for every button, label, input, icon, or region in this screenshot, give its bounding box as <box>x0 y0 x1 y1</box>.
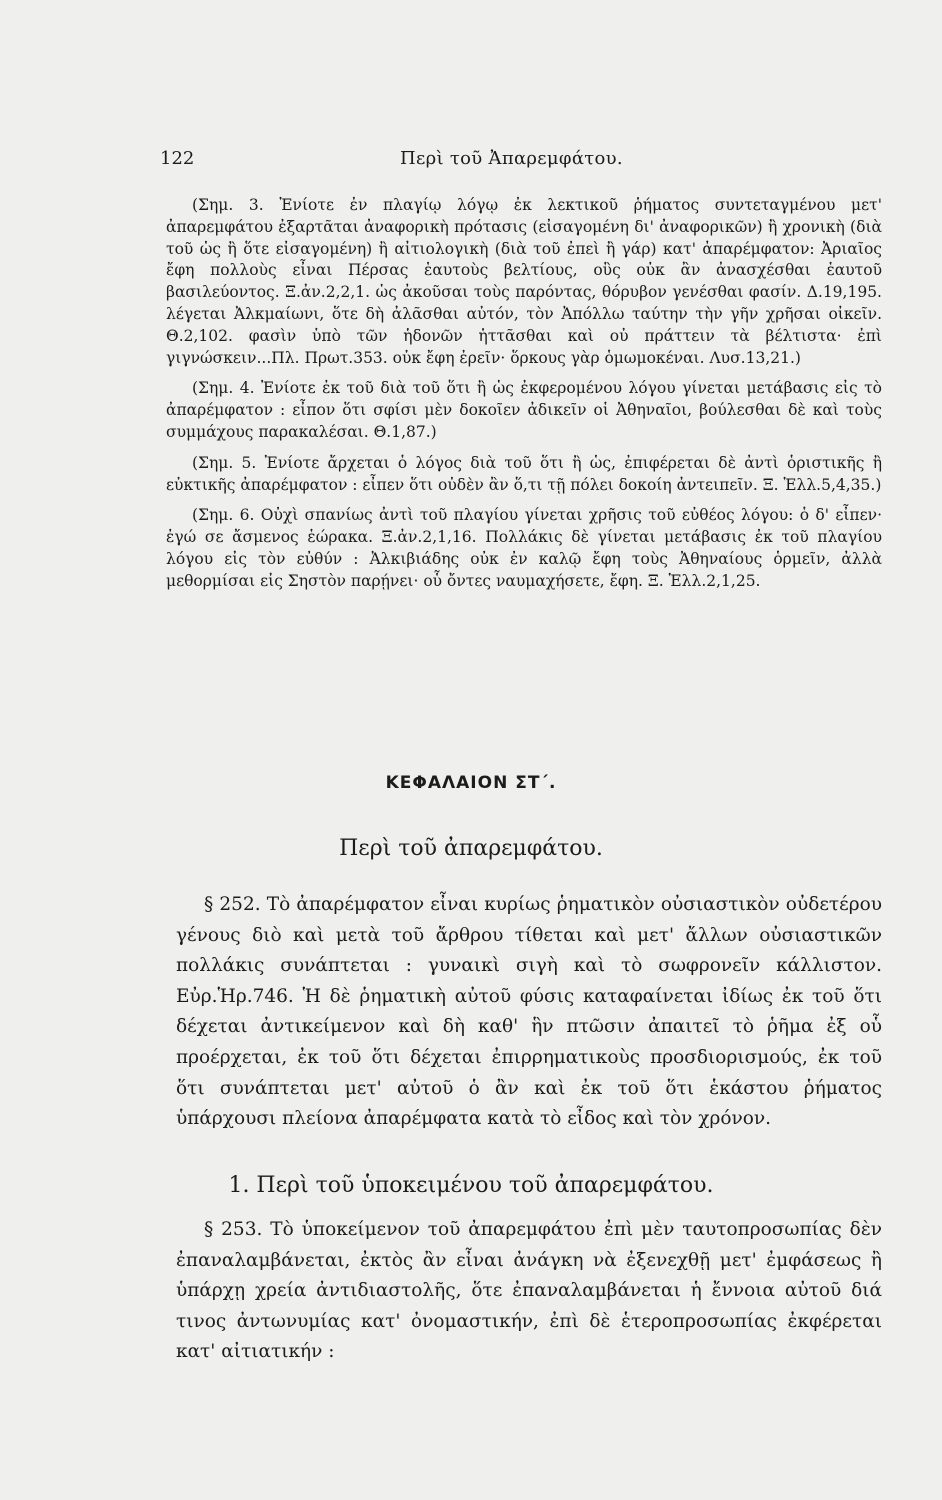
note-6: (Σημ. 6. Οὐχὶ σπανίως ἀντὶ τοῦ πλαγίου γίνεται χρῆσις τοῦ εὐθέος λόγου: ὁ δ' εἶπεν· ἐγώ σε ἄσμενος ἑώρακα. Ξ.ἀν.2,1,16. Πολλάκις δὲ γίνεται μετάβασις ἐκ τοῦ πλαγίου λόγου εἰς τὸν εὐθύν : Ἀλκιβιάδης οὐκ ἐν καλῷ ἔφη τοὺς Ἀθηναίους ὁρμεῖν, ἀλλὰ μεθορμίσαι εἰς Σηστὸν παρῄνει· οὗ ὄντες ναυμαχήσετε, ἔφη. Ξ. Ἑλλ.2,1,25. <box>166 506 882 590</box>
page-header <box>160 148 860 174</box>
paragraph-253: § 253. Τὸ ὑποκείμενον τοῦ ἀπαρεμφάτου ἐπὶ μὲν ταυτοπροσωπίας δὲν ἐπαναλαμβάνεται, ἐκτὸς ἂν εἶναι ἀνάγκη νὰ ἐξενεχθῇ μετ' ἐμφάσεως ἢ ὑπάρχῃ χρεία ἀντιδιαστολῆς, ὅτε ἐπαναλαμβάνεται ἡ ἔννοια αὐτοῦ διά τινος ἀντωνυμίας κατ' ὀνομαστικήν, ἐπὶ δὲ ἑτεροπροσωπίας ἐκφέρεται κατ' αἰτιατικήν : <box>176 1219 882 1363</box>
notes-block <box>166 195 882 602</box>
section-text <box>176 1215 882 1368</box>
page-number: 122 <box>160 148 195 169</box>
running-title: Περὶ τοῦ Ἀπαρεμφάτου. <box>400 148 623 169</box>
chapter-label: ΚΕΦΑΛΑΙΟΝ ΣΤ΄. <box>385 773 557 793</box>
section-heading: 1. Περὶ τοῦ ὑποκειμένου τοῦ ἀπαρεμφάτου. <box>228 1173 714 1198</box>
chapter-title: Περὶ τοῦ ἀπαρεμφάτου. <box>339 836 603 861</box>
paragraph-252: § 252. Τὸ ἀπαρέμφατον εἶναι κυρίως ῥηματικὸν οὐσιαστικὸν οὐδετέρου γένους διὸ καὶ μετὰ τοῦ ἄρθρου τίθεται καὶ μετ' ἄλλων οὐσιαστικῶν πολλάκις συνάπτεται : γυναικὶ σιγὴ καὶ τὸ σωφρονεῖν κάλλιστον. Εὐρ.Ἡρ.746. Ἡ δὲ ῥηματικὴ αὐτοῦ φύσις καταφαίνεται ἰδίως ἐκ τοῦ ὅτι δέχεται ἀντικείμενον καὶ δὴ καθ' ἣν πτῶσιν ἀπαιτεῖ τὸ ῥῆμα ἐξ οὗ προέρχεται, ἐκ τοῦ ὅτι δέχεται ἐπιρρηματικοὺς προσδιορισμούς, ἐκ τοῦ ὅτι συνάπτεται μετ' αὐτοῦ ὁ ἂν καὶ ἐκ τοῦ ὅτι ἑκάστου ῥήματος ὑπάρχουσι πλείονα ἀπαρέμφατα κατὰ τὸ εἶδος καὶ τὸν χρόνον. <box>176 894 882 1130</box>
note-3: (Σημ. 3. Ἐνίοτε ἐν πλαγίῳ λόγῳ ἐκ λεκτικοῦ ῥήματος συντεταγμένου μετ' ἀπαρεμφάτου ἐξαρτᾶται ἀναφορικὴ πρότασις (εἰσαγομένη δι' ἀναφορικῶν) ἢ χρονικὴ (διὰ τοῦ ὡς ἢ ὅτε εἰσαγομένη) ἢ αἰτιολογικὴ (διὰ τοῦ ἐπεὶ ἢ γάρ) κατ' ἀπαρέμφατον: Ἀριαῖος ἔφη πολλοὺς εἶναι Πέρσας ἑαυτοὺς βελτίους, οὓς οὐκ ἂν ἀνασχέσθαι ἑαυτοῦ βασιλεύοντος. Ξ.ἀν.2,2,1. ὡς ἀκοῦσαι τοὺς παρόντας, θόρυβον γενέσθαι φασίν. Δ.19,195. λέγεται Ἀλκμαίωνι, ὅτε δὴ ἀλᾶσθαι αὐτόν, τὸν Ἀπόλλω ταύτην τὴν γῆν χρῆσαι οἰκεῖν. Θ.2,102. φασὶν ὑπὸ τῶν ἡδονῶν ἡττᾶσθαι καὶ οὐ πράττειν τὰ βέλτιστα· ἐπὶ γιγνώσκειν...Πλ. Πρωτ.353. οὐκ ἔφη ἐρεῖν· ὅρκους γὰρ ὁμωμοκέναι. Λυσ.13,21.) <box>166 196 882 367</box>
note-5: (Σημ. 5. Ἐνίοτε ἄρχεται ὁ λόγος διὰ τοῦ ὅτι ἢ ὡς, ἐπιφέρεται δὲ ἀντὶ ὁριστικῆς ἢ εὐκτικῆς ἀπαρέμφατον : εἶπεν ὅτι οὐδὲν ἂν ὅ,τι τῇ πόλει δοκοίη ἀντειπεῖν. Ξ. Ἑλλ.5,4,35.) <box>166 453 882 494</box>
main-text <box>176 890 882 1135</box>
note-4: (Σημ. 4. Ἐνίοτε ἐκ τοῦ διὰ τοῦ ὅτι ἢ ὡς ἐκφερομένου λόγου γίνεται μετάβασις εἰς τὸ ἀπαρέμφατον : εἶπον ὅτι σφίσι μὲν δοκοῖεν ἀδικεῖν οἱ Ἀθηναῖοι, βούλεσθαι δὲ καὶ τοὺς συμμάχους παρακαλέσαι. Θ.1,87.) <box>166 379 882 441</box>
